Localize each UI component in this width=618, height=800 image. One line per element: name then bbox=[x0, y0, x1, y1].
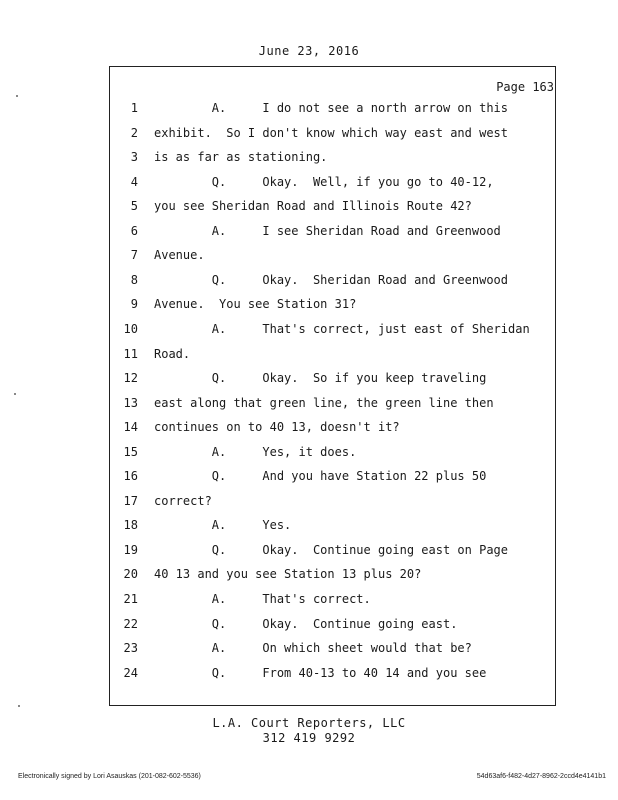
line-text: Q. Okay. Continue going east. bbox=[154, 616, 458, 631]
scan-speck bbox=[14, 393, 16, 395]
line-text: Road. bbox=[154, 346, 191, 361]
line-text: A. I see Sheridan Road and Greenwood bbox=[154, 223, 501, 238]
transcript-line bbox=[0, 371, 618, 391]
line-number: 19 bbox=[123, 542, 138, 557]
line-number: 13 bbox=[123, 395, 138, 410]
transcript-line bbox=[0, 248, 618, 268]
line-number: 2 bbox=[130, 125, 138, 140]
header-date: June 23, 2016 bbox=[258, 44, 360, 58]
transcript-line bbox=[0, 297, 618, 317]
transcript-line bbox=[0, 150, 618, 170]
line-text: Q. From 40-13 to 40 14 and you see bbox=[154, 665, 487, 680]
footer-phone: 312 419 9292 bbox=[262, 731, 356, 745]
line-text: A. On which sheet would that be? bbox=[154, 641, 472, 656]
transcript-line bbox=[0, 347, 618, 367]
line-number: 18 bbox=[123, 518, 138, 533]
line-number: 15 bbox=[123, 444, 138, 459]
line-text: 40 13 and you see Station 13 plus 20? bbox=[154, 567, 422, 582]
line-number: 12 bbox=[123, 371, 138, 386]
line-number: 1 bbox=[130, 101, 138, 115]
line-number: 8 bbox=[130, 272, 138, 287]
line-number: 5 bbox=[130, 199, 138, 214]
line-number: 11 bbox=[123, 346, 138, 361]
line-text: Avenue. bbox=[154, 248, 205, 263]
line-number: 16 bbox=[123, 469, 138, 484]
line-number: 20 bbox=[123, 567, 138, 582]
transcript-line bbox=[0, 126, 618, 146]
line-number: 9 bbox=[130, 297, 138, 312]
line-text: Q. Okay. Sheridan Road and Greenwood bbox=[154, 272, 509, 287]
electronic-signature: Electronically signed by Lori Asauskas (201-082-602-5536) bbox=[18, 773, 201, 780]
scan-speck bbox=[16, 95, 18, 97]
transcript-line bbox=[0, 617, 618, 637]
line-text: A. That's correct. bbox=[154, 592, 371, 606]
line-text: is as far as stationing. bbox=[154, 150, 328, 165]
line-number: 7 bbox=[130, 248, 138, 263]
line-text: A. I do not see a north arrow on this bbox=[154, 101, 509, 115]
line-text: A. Yes, it does. bbox=[154, 444, 357, 459]
line-text: correct? bbox=[154, 493, 212, 508]
scan-speck bbox=[18, 705, 20, 707]
line-number: 21 bbox=[123, 592, 138, 606]
line-number: 17 bbox=[123, 493, 138, 508]
transcript-line bbox=[0, 199, 618, 219]
line-text: exhibit. So I don't know which way east and west bbox=[154, 125, 509, 140]
footer-company: L.A. Court Reporters, LLC bbox=[212, 716, 406, 730]
line-number: 14 bbox=[123, 420, 138, 435]
line-text: Q. Okay. Continue going east on Page bbox=[154, 542, 509, 557]
transcript-line bbox=[0, 641, 618, 661]
line-number: 23 bbox=[123, 641, 138, 656]
line-text: continues on to 40 13, doesn't it? bbox=[154, 420, 400, 435]
line-number: 22 bbox=[123, 616, 138, 631]
line-number: 3 bbox=[130, 150, 138, 165]
transcript-line bbox=[0, 445, 618, 465]
line-text: Q. Okay. Well, if you go to 40-12, bbox=[154, 174, 494, 189]
line-number: 6 bbox=[130, 223, 138, 238]
transcript-line bbox=[0, 543, 618, 563]
transcript-line bbox=[0, 469, 618, 489]
transcript-line bbox=[0, 518, 618, 538]
transcript-line bbox=[0, 273, 618, 293]
line-text: east along that green line, the green line then bbox=[154, 395, 494, 410]
line-number: 10 bbox=[123, 321, 138, 336]
transcript-line bbox=[0, 567, 618, 587]
transcript-line bbox=[0, 420, 618, 440]
transcript-line bbox=[0, 175, 618, 195]
line-text: A. Yes. bbox=[154, 518, 292, 533]
line-text: you see Sheridan Road and Illinois Route 42? bbox=[154, 199, 472, 214]
line-text: Q. Okay. So if you keep traveling bbox=[154, 371, 487, 386]
line-number: 4 bbox=[130, 174, 138, 189]
transcript-line bbox=[0, 494, 618, 514]
transcript-line bbox=[0, 224, 618, 244]
transcript-line bbox=[0, 322, 618, 342]
transcript-line bbox=[0, 666, 618, 686]
transcript-line bbox=[0, 396, 618, 416]
document-hash: 54d63af6-f482-4d27-8962-2ccd4e4141b1 bbox=[476, 773, 606, 780]
line-text: A. That's correct, just east of Sheridan bbox=[154, 321, 530, 336]
line-number: 24 bbox=[123, 665, 138, 680]
line-text: Avenue. You see Station 31? bbox=[154, 297, 357, 312]
transcript-line bbox=[0, 592, 618, 612]
line-text: Q. And you have Station 22 plus 50 bbox=[154, 469, 487, 484]
page-number: Page 163 bbox=[496, 80, 554, 94]
transcript-line bbox=[0, 101, 618, 121]
